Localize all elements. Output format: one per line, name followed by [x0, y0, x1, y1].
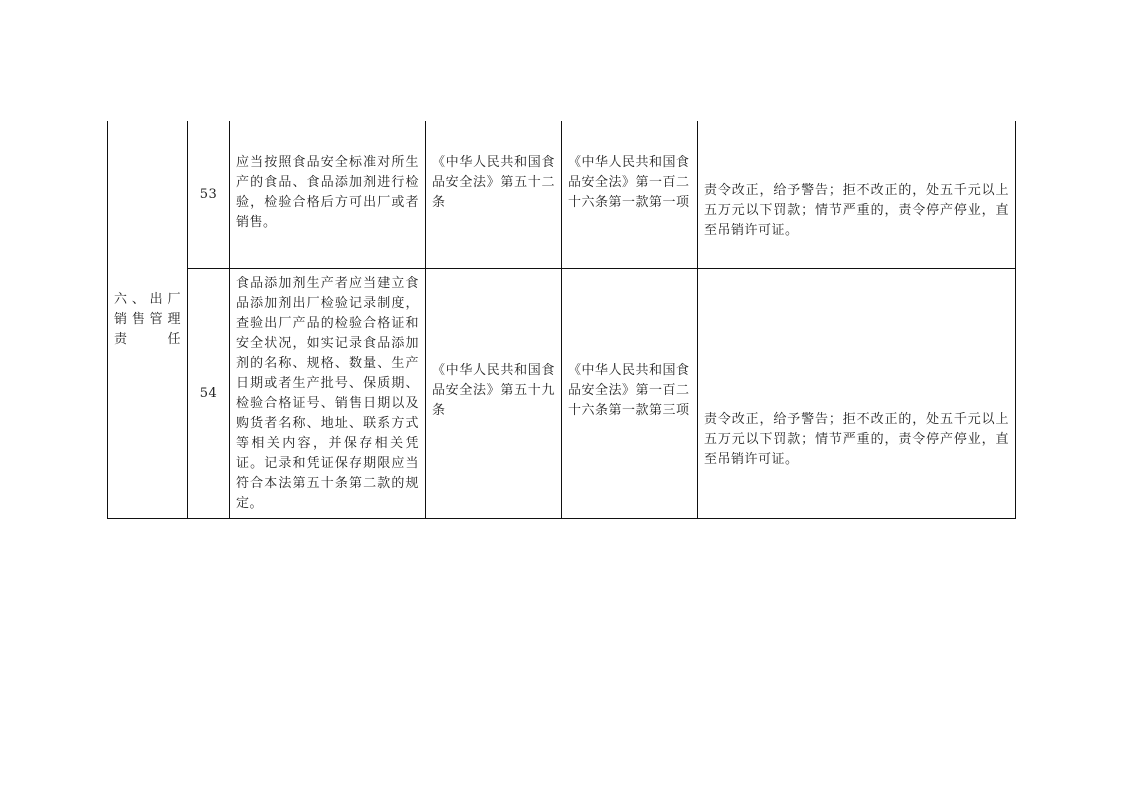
- duty-text: 应当按照食品安全标准对所生产的食品、食品添加剂进行检验，检验合格后方可出厂或者销售。: [236, 155, 419, 230]
- row-number-cell: [188, 121, 230, 269]
- penalty-basis-text: 《中华人民共和国食品安全法》第一百二十六条第一款第三项: [568, 363, 690, 418]
- penalty-basis-cell: [562, 269, 698, 519]
- penalty-cell: [698, 269, 1016, 519]
- table-row: [108, 269, 1016, 519]
- row-number-cell: [188, 269, 230, 519]
- duty-text: 食品添加剂生产者应当建立食品添加剂出厂检验记录制度，查验出厂产品的检验合格证和安全状况，如实记录食品添加剂的名称、规格、数量、生产日期或者生产批号、保质期、检验合格证号、销售日期以及购货者名称、地址、联系方式等相关内容，并保存相关凭证。记录和凭证保存期限应当符合本法第五十条第二款的规定。: [236, 275, 419, 511]
- legal-basis-cell: [426, 269, 562, 519]
- penalty-cell: [698, 121, 1016, 269]
- table-row: [108, 121, 1016, 269]
- category-label: 六、出厂销售管理责任: [114, 291, 181, 347]
- row-number: 53: [199, 186, 218, 202]
- penalty-basis-text: 《中华人民共和国食品安全法》第一百二十六条第一款第一项: [568, 155, 690, 210]
- duty-cell: [230, 121, 426, 269]
- legal-basis-cell: [426, 121, 562, 269]
- legal-basis-text: 《中华人民共和国食品安全法》第五十二条: [432, 155, 555, 210]
- responsibility-table: [107, 121, 1016, 519]
- penalty-text: 责令改正，给予警告；拒不改正的，处五千元以上五万元以下罚款；情节严重的，责令停产停业，直至吊销许可证。: [704, 411, 1009, 467]
- row-number: 54: [199, 385, 218, 401]
- category-cell: [108, 121, 188, 519]
- penalty-text: 责令改正，给予警告；拒不改正的，处五千元以上五万元以下罚款；情节严重的，责令停产停业，直至吊销许可证。: [704, 182, 1009, 238]
- penalty-basis-cell: [562, 121, 698, 269]
- legal-basis-text: 《中华人民共和国食品安全法》第五十九条: [432, 363, 555, 418]
- duty-cell: [230, 269, 426, 519]
